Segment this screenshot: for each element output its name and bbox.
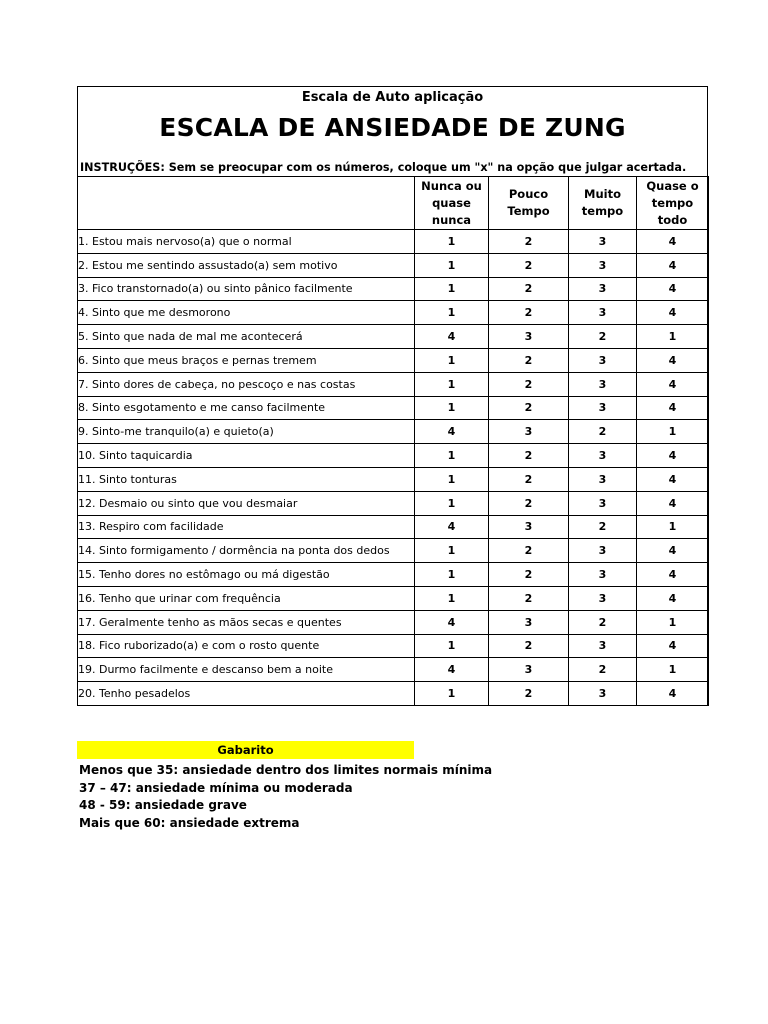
score-cell[interactable]: 3	[489, 420, 569, 444]
score-cell[interactable]: 2	[489, 348, 569, 372]
score-cell[interactable]: 2	[569, 658, 637, 682]
question-text: 12. Desmaio ou sinto que vou desmaiar	[78, 491, 415, 515]
score-cell[interactable]: 2	[569, 420, 637, 444]
questionnaire-sheet	[77, 86, 708, 706]
question-text: 16. Tenho que urinar com frequência	[78, 586, 415, 610]
question-text: 3. Fico transtornado(a) ou sinto pânico facilmente	[78, 277, 415, 301]
score-cell[interactable]: 2	[489, 467, 569, 491]
score-cell[interactable]: 1	[637, 610, 709, 634]
score-cell[interactable]: 1	[415, 230, 489, 254]
score-cell[interactable]: 1	[415, 372, 489, 396]
score-cell[interactable]: 1	[415, 467, 489, 491]
table-header-row	[78, 177, 709, 230]
question-text: 8. Sinto esgotamento e me canso facilmente	[78, 396, 415, 420]
question-text: 7. Sinto dores de cabeça, no pescoço e nas costas	[78, 372, 415, 396]
score-cell[interactable]: 1	[415, 444, 489, 468]
score-cell[interactable]: 1	[415, 634, 489, 658]
question-text: 1. Estou mais nervoso(a) que o normal	[78, 230, 415, 254]
score-cell[interactable]: 3	[569, 491, 637, 515]
table-row	[78, 301, 709, 325]
score-cell[interactable]: 4	[637, 348, 709, 372]
score-cell[interactable]: 3	[489, 658, 569, 682]
table-row	[78, 658, 709, 682]
score-cell[interactable]: 3	[569, 230, 637, 254]
score-cell[interactable]: 1	[415, 539, 489, 563]
score-cell[interactable]: 2	[569, 515, 637, 539]
scale-table	[77, 176, 709, 706]
score-cell[interactable]: 4	[637, 444, 709, 468]
table-row	[78, 277, 709, 301]
page-title: ESCALA DE ANSIEDADE DE ZUNG	[159, 113, 626, 142]
table-row	[78, 491, 709, 515]
score-cell[interactable]: 1	[415, 348, 489, 372]
score-cell[interactable]: 1	[415, 301, 489, 325]
subtitle: Escala de Auto aplicação	[301, 90, 484, 105]
score-cell[interactable]: 1	[415, 563, 489, 587]
score-cell[interactable]: 1	[637, 325, 709, 349]
instructions: INSTRUÇÕES: Sem se preocupar com os números, coloque um "x" na opção que julgar acertada.	[80, 161, 687, 174]
score-cell[interactable]: 4	[637, 586, 709, 610]
score-cell[interactable]: 3	[569, 253, 637, 277]
score-cell[interactable]: 2	[489, 444, 569, 468]
score-cell[interactable]: 2	[489, 301, 569, 325]
table-row	[78, 372, 709, 396]
question-text: 19. Durmo facilmente e descanso bem a noite	[78, 658, 415, 682]
table-row	[78, 253, 709, 277]
table-row	[78, 563, 709, 587]
table-row	[78, 444, 709, 468]
score-cell[interactable]: 3	[569, 396, 637, 420]
legend-line: 37 – 47: ansiedade mínima ou moderada	[79, 780, 353, 795]
score-cell[interactable]: 3	[489, 610, 569, 634]
score-cell[interactable]: 2	[489, 634, 569, 658]
score-cell[interactable]: 4	[637, 539, 709, 563]
score-cell[interactable]: 3	[569, 563, 637, 587]
score-cell[interactable]: 3	[489, 325, 569, 349]
score-cell[interactable]: 4	[637, 301, 709, 325]
score-cell[interactable]: 2	[489, 682, 569, 706]
score-cell[interactable]: 2	[489, 372, 569, 396]
header-nunca: Nunca ou quase nunca	[415, 177, 489, 230]
table-row	[78, 396, 709, 420]
legend-line: Mais que 60: ansiedade extrema	[79, 815, 300, 830]
score-cell[interactable]: 3	[569, 634, 637, 658]
score-cell[interactable]: 2	[489, 539, 569, 563]
question-text: 11. Sinto tonturas	[78, 467, 415, 491]
score-cell[interactable]: 4	[637, 230, 709, 254]
score-cell[interactable]: 4	[637, 253, 709, 277]
score-cell[interactable]: 1	[415, 586, 489, 610]
score-cell[interactable]: 2	[489, 586, 569, 610]
score-cell[interactable]: 3	[569, 682, 637, 706]
score-cell[interactable]: 4	[415, 420, 489, 444]
score-cell[interactable]: 3	[569, 301, 637, 325]
question-text: 14. Sinto formigamento / dormência na ponta dos dedos	[78, 539, 415, 563]
score-cell[interactable]: 4	[637, 277, 709, 301]
table-row	[78, 682, 709, 706]
score-cell[interactable]: 2	[489, 230, 569, 254]
score-cell[interactable]: 4	[637, 396, 709, 420]
question-text: 17. Geralmente tenho as mãos secas e quentes	[78, 610, 415, 634]
score-cell[interactable]: 1	[415, 682, 489, 706]
score-cell[interactable]: 2	[489, 491, 569, 515]
table-row	[78, 586, 709, 610]
score-cell[interactable]: 1	[415, 396, 489, 420]
header-question	[78, 177, 415, 230]
question-text: 2. Estou me sentindo assustado(a) sem motivo	[78, 253, 415, 277]
score-cell[interactable]: 3	[569, 277, 637, 301]
score-cell[interactable]: 2	[569, 610, 637, 634]
question-text: 13. Respiro com facilidade	[78, 515, 415, 539]
table-row	[78, 610, 709, 634]
question-text: 5. Sinto que nada de mal me acontecerá	[78, 325, 415, 349]
question-text: 4. Sinto que me desmorono	[78, 301, 415, 325]
header-quase: Quase o tempo todo	[637, 177, 709, 230]
score-cell[interactable]: 1	[637, 515, 709, 539]
score-cell[interactable]: 1	[415, 491, 489, 515]
score-cell[interactable]: 4	[415, 658, 489, 682]
score-cell[interactable]: 4	[415, 325, 489, 349]
header-pouco: Pouco Tempo	[489, 177, 569, 230]
score-cell[interactable]: 2	[489, 563, 569, 587]
score-cell[interactable]: 4	[637, 372, 709, 396]
score-cell[interactable]: 1	[637, 420, 709, 444]
score-cell[interactable]: 1	[415, 253, 489, 277]
score-cell[interactable]: 2	[569, 325, 637, 349]
score-cell[interactable]: 3	[569, 348, 637, 372]
question-text: 9. Sinto-me tranquilo(a) e quieto(a)	[78, 420, 415, 444]
question-text: 6. Sinto que meus braços e pernas tremem	[78, 348, 415, 372]
score-cell[interactable]: 1	[415, 277, 489, 301]
score-cell[interactable]: 3	[489, 515, 569, 539]
table-row	[78, 325, 709, 349]
table-row	[78, 634, 709, 658]
score-cell[interactable]: 4	[637, 682, 709, 706]
question-text: 18. Fico ruborizado(a) e com o rosto quente	[78, 634, 415, 658]
table-row	[78, 230, 709, 254]
table-row	[78, 467, 709, 491]
question-text: 10. Sinto taquicardia	[78, 444, 415, 468]
score-cell[interactable]: 4	[415, 515, 489, 539]
gabarito-label: Gabarito	[77, 741, 414, 759]
header-muito: Muito tempo	[569, 177, 637, 230]
score-cell[interactable]: 1	[637, 658, 709, 682]
score-cell[interactable]: 4	[415, 610, 489, 634]
score-cell[interactable]: 2	[489, 396, 569, 420]
legend-line: 48 - 59: ansiedade grave	[79, 798, 247, 812]
score-cell[interactable]: 3	[569, 372, 637, 396]
score-cell[interactable]: 3	[569, 467, 637, 491]
table-row	[78, 348, 709, 372]
table-row	[78, 539, 709, 563]
legend-line: Menos que 35: ansiedade dentro dos limites normais mínima	[79, 763, 493, 777]
score-cell[interactable]: 4	[637, 634, 709, 658]
score-cell[interactable]: 2	[489, 253, 569, 277]
score-cell[interactable]: 4	[637, 467, 709, 491]
score-cell[interactable]: 2	[489, 277, 569, 301]
score-cell[interactable]: 3	[569, 444, 637, 468]
score-cell[interactable]: 4	[637, 563, 709, 587]
score-cell[interactable]: 3	[569, 586, 637, 610]
question-text: 20. Tenho pesadelos	[78, 682, 415, 706]
table-row	[78, 515, 709, 539]
score-cell[interactable]: 3	[569, 539, 637, 563]
question-text: 15. Tenho dores no estômago ou má digestão	[78, 563, 415, 587]
table-row	[78, 420, 709, 444]
gabarito-legend	[79, 762, 492, 832]
score-cell[interactable]: 4	[637, 491, 709, 515]
